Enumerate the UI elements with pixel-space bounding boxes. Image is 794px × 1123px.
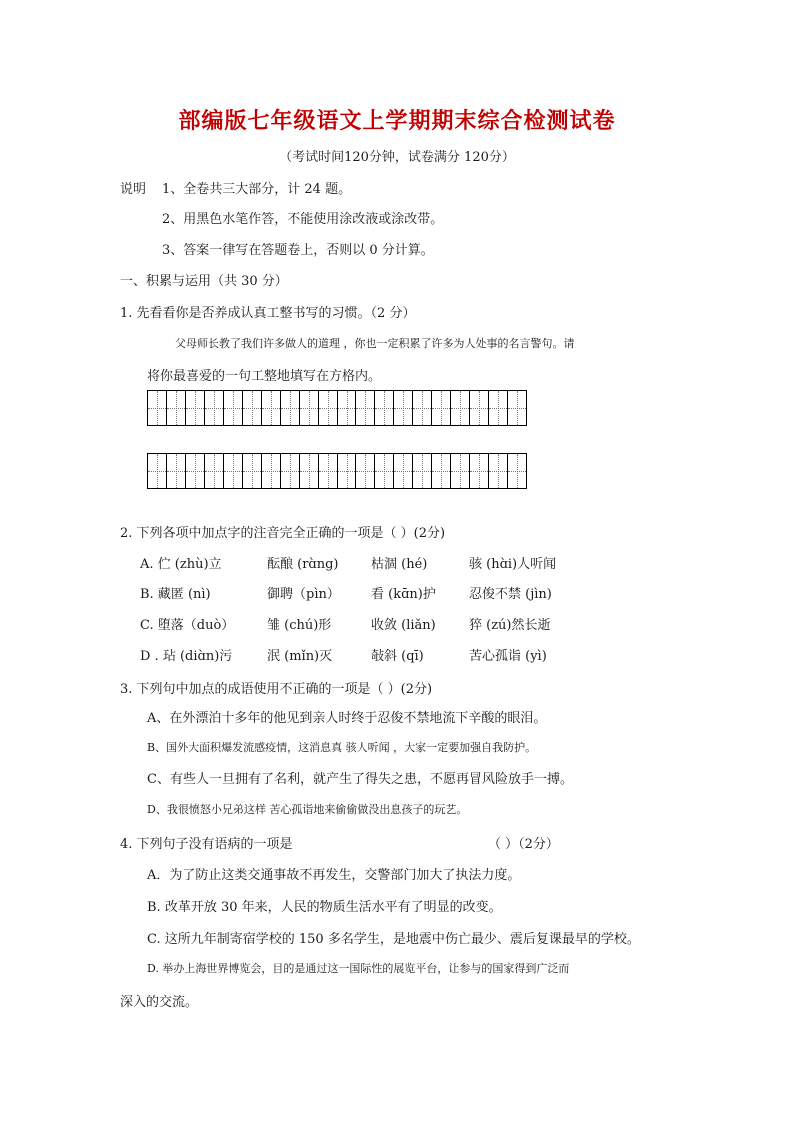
q2-option-c-2: 雏 (chú)形 — [267, 618, 332, 633]
q2-option-b-3: 看 (kɑ̄n)护 — [371, 587, 436, 602]
q2-option-d-2: 泯 (mǐn)灭 — [267, 649, 333, 664]
q2-option-c-1: C. 堕落（duò） — [140, 618, 235, 633]
page-title: 部编版七年级语文上学期期末综合检测试卷 — [178, 108, 616, 134]
writing-grid-1[interactable] — [147, 390, 527, 426]
q4-answer-paren: （ ）（2分） — [488, 837, 559, 852]
q1-line1: 父母师长教了我们许多做人的道理 ，你也一定积累了许多为人处事的名言警句。请 — [175, 337, 575, 350]
page-subtitle: （考试时间120分钟，试卷满分 120分） — [279, 150, 515, 165]
q2-option-b-1: B. 藏匿 (nì) — [140, 587, 211, 602]
q2-option-a-3: 枯涸 (hé) — [371, 557, 428, 572]
q2-option-a-2: 酝酿 (rɑ̀ng) — [267, 557, 339, 572]
q3-stem: 3. 下列句中加点的成语使用不正确的一项是（ ）(2分) — [120, 682, 433, 697]
q2-option-a-4: 骇 (hɑ̀i)人听闻 — [469, 557, 557, 572]
instruction-item-2: 2、用黑色水笔作答，不能使用涂改液或涂改带。 — [162, 212, 444, 227]
q4-option-d-continued: 深入的交流。 — [120, 995, 199, 1010]
q4-option-b: B. 改革开放 30 年来，人民的物质生活水平有了明显的改变。 — [147, 900, 502, 915]
instruction-item-1: 1、全卷共三大部分，计 24 题。 — [162, 182, 352, 197]
q2-option-b-4: 忍俊不禁 (jìn) — [469, 587, 552, 602]
writing-grid-2[interactable] — [147, 453, 527, 489]
q2-option-b-2: 御聘（pìn） — [267, 587, 340, 602]
q3-option-a: A、在外漂泊十多年的他见到亲人时终于忍俊不禁地流下辛酸的眼泪。 — [147, 711, 547, 726]
q2-option-d-1: D . 玷 (diɑ̀n)污 — [140, 649, 233, 664]
q2-option-a-1: A. 伫 (zhù)立 — [140, 557, 222, 572]
q4-option-d: D. 举办上海世界博览会，目的是通过这一国际性的展览平台，让参与的国家得到广泛而 — [147, 962, 570, 975]
instruction-item-3: 3、答案一律写在答题卷上，否则以 0 分计算。 — [162, 243, 434, 258]
q2-option-d-4: 苦心孤诣 (yì) — [469, 649, 547, 664]
q3-option-c: C、有些人一旦拥有了名利，就产生了得失之患，不愿再冒风险放手一搏。 — [147, 772, 573, 787]
q3-option-b: B、国外大面积爆发流感疫情，这消息真 骇人听闻 ，大家一定要加强自我防护。 — [147, 741, 537, 754]
q4-stem: 4. 下列句子没有语病的一项是 — [120, 837, 293, 852]
instructions-label: 说明 — [120, 182, 147, 197]
q2-option-c-3: 收敛 (liǎn) — [371, 618, 436, 633]
q3-option-d: D、我很愤怒小兄弟这样 苦心孤诣地来偷偷做没出息孩子的玩艺。 — [147, 803, 468, 816]
q1-line2: 将你最喜爱的一句工整地填写在方格内。 — [147, 369, 382, 384]
section-title: 一、积累与运用（共 30 分） — [120, 274, 288, 289]
q4-option-a: A．为了防止这类交通事故不再发生，交警部门加大了执法力度。 — [147, 868, 521, 883]
q4-option-c: C. 这所九年制寄宿学校的 150 多名学生，是地震中伤亡最少、震后复课最早的学校。 — [147, 932, 640, 947]
q2-stem: 2. 下列各项中加点字的注音完全正确的一项是（ ）(2分) — [120, 526, 446, 541]
q1-stem: 1. 先看看你是否养成认真工整书写的习惯。（2 分） — [120, 306, 416, 321]
q2-option-c-4: 猝 (zú)然长逝 — [469, 618, 551, 633]
q2-option-d-3: 敧斜 (qī) — [371, 649, 424, 664]
